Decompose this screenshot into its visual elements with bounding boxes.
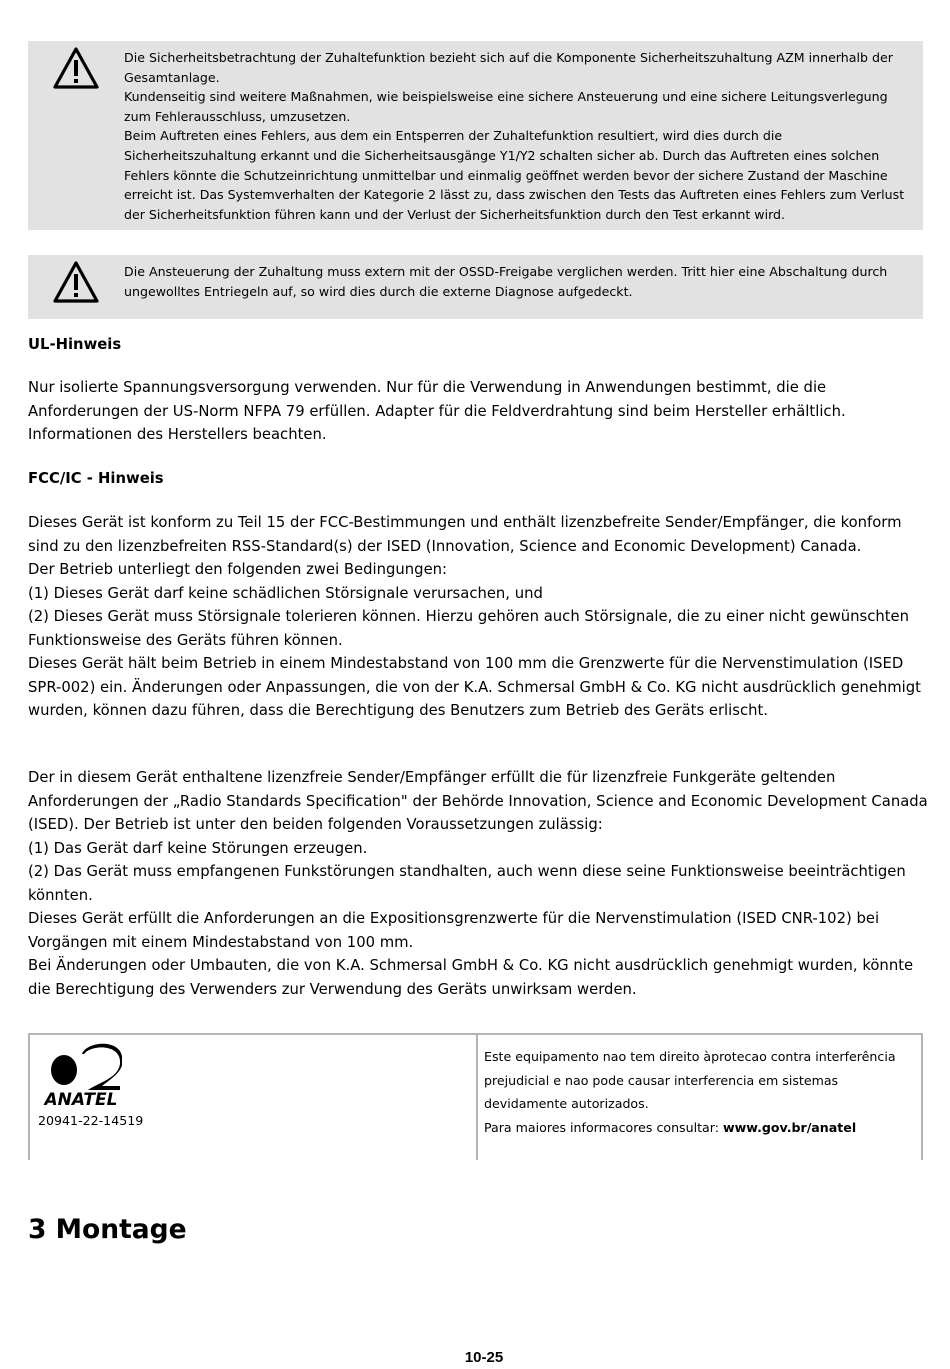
ul-text: [28, 376, 928, 447]
anatel-notice: [484, 1045, 914, 1139]
fcc-paragraph: (1) Dieses Gerät darf keine schädlichen Störsignale verursachen, und: [28, 584, 543, 602]
fcc-paragraph: Der Betrieb unterliegt den folgenden zwei Bedingungen:: [28, 561, 448, 578]
anatel-link-prefix: Para maiores informacores consultar:: [484, 1119, 723, 1135]
fcc-paragraph: Bei Änderungen oder Umbauten, die von K.A. Schmersal GmbH & Co. KG nicht ausdrücklich genehmigt wurden, könnte die Berechtigung des Verwenders zur Verwendung des Geräts unwirksam werden.: [28, 957, 914, 998]
warning-triangle-icon: [52, 46, 100, 90]
table-divider: [476, 1035, 478, 1160]
fcc-paragraph: (1) Das Gerät darf keine Störungen erzeugen.: [28, 839, 368, 857]
chapter-title: 3 Montage: [28, 1214, 187, 1245]
anatel-table: [28, 1033, 923, 1160]
anatel-logo: [40, 1042, 122, 1108]
warning-triangle-icon: [52, 260, 100, 304]
warning-box-2: [28, 255, 923, 319]
fcc-paragraph: (2) Das Gerät muss empfangenen Funkstörungen standhalten, auch wenn diese seine Funktionsweise beeinträchtigen könnten.: [28, 863, 906, 904]
anatel-line: devidamente autorizados.: [484, 1096, 649, 1111]
warning-paragraph: Die Sicherheitsbetrachtung der Zuhaltefunktion bezieht sich auf die Komponente Sicherheitszuhaltung AZM innerhalb der Gesamtanlage.: [124, 50, 893, 85]
warning-text-2: [124, 262, 911, 301]
warning-box-1: [28, 41, 923, 230]
warning-text-1: [124, 48, 911, 224]
fcc-heading: FCC/IC - Hinweis: [28, 470, 164, 487]
anatel-code: 20941-22-14519: [38, 1113, 144, 1128]
fcc-text-block-2: [28, 766, 928, 1001]
fcc-paragraph: Dieses Gerät erfüllt die Anforderungen an die Expositionsgrenzwerte für die Nervenstimulation (ISED CNR-102) bei Vorgängen mit einem Mindestabstand von 100 mm.: [28, 910, 880, 951]
anatel-logo-text: ANATEL: [44, 1090, 118, 1108]
anatel-link: www.gov.br/anatel: [722, 1119, 857, 1135]
warning-paragraph: Kundenseitig sind weitere Maßnahmen, wie beispielsweise eine sichere Ansteuerung und eine sichere Leitungsverlegung zum Fehlerausschluss, umzusetzen.: [124, 89, 888, 124]
fcc-paragraph: Dieses Gerät hält beim Betrieb in einem Mindestabstand von 100 mm die Grenzwerte für die Nervenstimulation (ISED SPR-002) ein. Änderungen oder Anpassungen, die von der K.A. Schmersal GmbH & Co. KG nicht ausdrücklich genehmigt wurden, können dazu führen, dass die Berechtigung des Benutzers zum Betrieb des Geräts erlischt.: [28, 655, 921, 719]
fcc-paragraph: Dieses Gerät ist konform zu Teil 15 der FCC-Bestimmungen und enthält lizenzbefreite Sender/Empfänger, die konform sind zu den lizenzbefreiten RSS-Standard(s) der ISED (Innovation, Science and Economic Development) Canada.: [28, 514, 902, 555]
fcc-paragraph: Der in diesem Gerät enthaltene lizenzfreie Sender/Empfänger erfüllt die für lizenzfreie Funkgeräte geltenden Anforderungen der „Radio Standards Specification" der Behörde Innovation, Science and Economic Development Canada (ISED). Der Betrieb ist unter den beiden folgenden Voraussetzungen zulässig:: [28, 769, 928, 833]
ul-paragraph: Nur isolierte Spannungsversorgung verwenden. Nur für die Verwendung in Anwendungen bestimmt, die die Anforderungen der US-Norm NFPA 79 erfüllen. Adapter für die Feldverdrahtung sind beim Hersteller erhältlich. Informationen des Herstellers beachten.: [28, 379, 846, 443]
fcc-text-block-1: [28, 511, 928, 723]
fcc-paragraph: (2) Dieses Gerät muss Störsignale tolerieren können. Hierzu gehören auch Störsignale, die zu einer nicht gewünschten Funktionsweise des Geräts führen können.: [28, 608, 910, 649]
warning-paragraph: Die Ansteuerung der Zuhaltung muss extern mit der OSSD-Freigabe verglichen werden. Tritt hier eine Abschaltung durch ungewolltes Entriegeln auf, so wird dies durch die externe Diagnose aufgedeckt.: [124, 264, 888, 299]
ul-heading: UL-Hinweis: [28, 336, 122, 353]
anatel-link-line: [484, 1116, 914, 1140]
anatel-line: prejudicial e nao pode causar interferencia em sistemas: [484, 1072, 839, 1088]
page-number: 10-25: [464, 1349, 504, 1366]
anatel-line: Este equipamento nao tem direito àprotecao contra interferência: [484, 1049, 896, 1064]
warning-paragraph: Beim Auftreten eines Fehlers, aus dem ein Entsperren der Zuhaltefunktion resultiert, wird dies durch die Sicherheitszuhaltung erkannt und die Sicherheitsausgänge Y1/Y2 schalten sicher ab. Durch das Auftreten eines solchen Fehlers könnte die Schutzeinrichtung unmittelbar und einmalig geöffnet werden bevor der sichere Zustand der Maschine erreicht ist. Das Systemverhalten der Kategorie 2 lässt zu, dass zwischen den Tests das Auftreten eines Fehlers zum Verlust der Sicherheitsfunktion führen kann und der Verlust der Sicherheitsfunktion durch den Test erkannt wird.: [124, 128, 905, 222]
